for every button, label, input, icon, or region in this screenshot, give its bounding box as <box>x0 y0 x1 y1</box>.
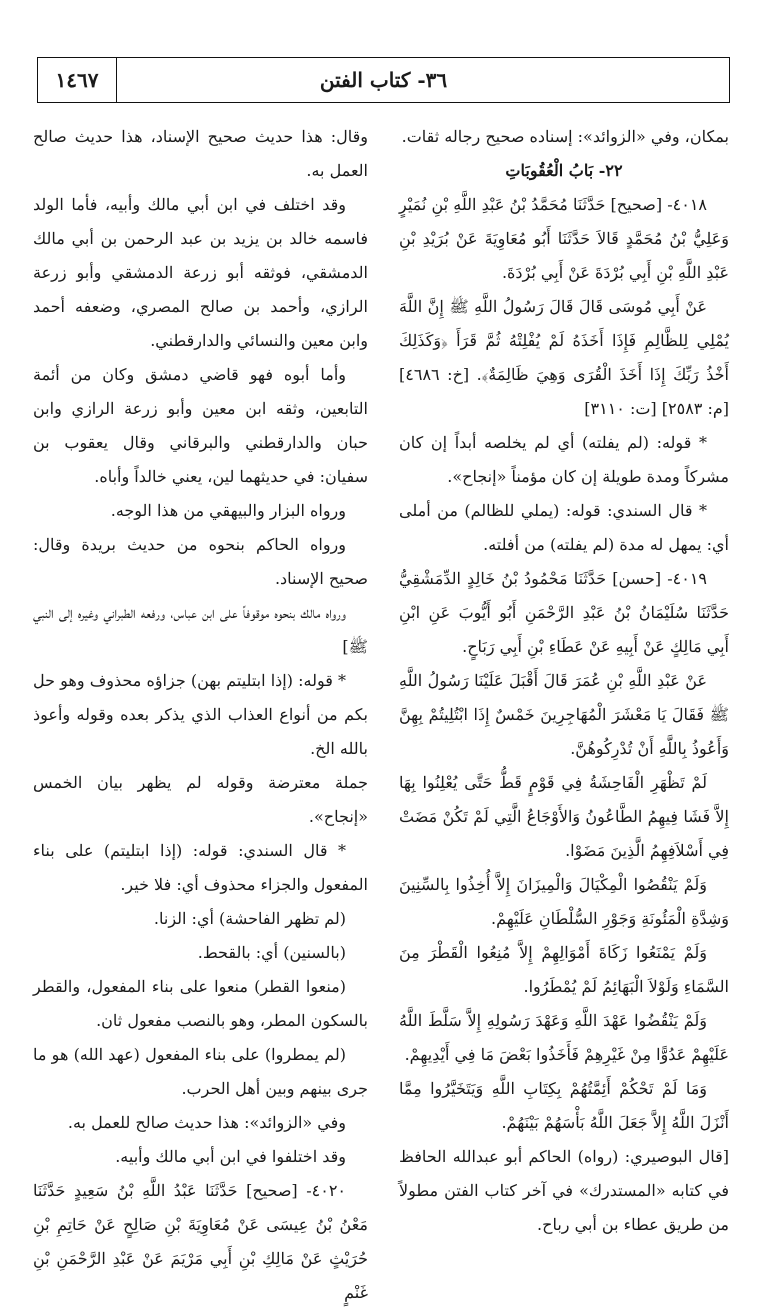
commentary: (منعوا القطر) منعوا على بناء المفعول، والقطر بالسكون المطر، وهو بالنصب مفعول ثان. <box>33 977 368 1030</box>
hadith-isnad: ٤٠٢٠- [صحيح] حَدَّثَنَا عَبْدُ اللَّهِ بْنُ سَعِيدٍ حَدَّثَنَا مَعْنُ بْنُ عِيسَى عَنْ مُعَاوِيَةَ بْنِ صَالِحٍ عَنْ حَاتِمِ بْنِ حُرَيْثٍ عَنْ مَالِكِ بْنِ أَبِي مَرْيَمَ عَنْ عَبْدِ الرَّحْمَنِ بْنِ غَنْمٍ <box>33 1181 368 1302</box>
hadith-text: عَنْ عَبْدِ اللَّهِ بْنِ عُمَرَ قَالَ أَقْبَلَ عَلَيْنَا رَسُولُ اللَّهِ ﷺ فَقَالَ يَا مَعْشَرَ الْمُهَاجِرِينَ خَمْسٌ إِذَا ابْتُلِيتُمْ بِهِنَّ وَأَعُوذُ بِاللَّهِ أَنْ تُدْرِكُوهُنَّ. <box>399 671 729 758</box>
commentary: * قال السندي: قوله: (يملي للظالم) من أملى أي: يمهل له مدة (لم يفلته) من أفلته. <box>399 501 729 554</box>
commentary: وأما أبوه فهو قاضي دمشق وكان من أئمة التابعين، وثقه ابن معين وأبو زرعة الرازي وابن حبان والدارقطني والبرقاني وقال يعقوب بن سفيان: في حديثهما لين، يعني خالداً وأباه. <box>33 365 368 486</box>
commentary: وقد اختلف في ابن أبي مالك وأبيه، فأما الولد فاسمه خالد بن يزيد بن عبد الرحمن بن أبي مالك الدمشقي، فوثقه أبو زرعة الدمشقي وأبو زرعة الرازي، وأحمد بن صالح المصري، وضعفه أحمد وابن معين والنسائي والدارقطني. <box>33 195 368 350</box>
hadith-text: وَلَمْ يَنْقُصُوا الْمِكْيَالَ وَالْمِيزَانَ إِلاَّ أُخِذُوا بِالسِّنِينَ وَشِدَّةِ الْمَئُونَةِ وَجَوْرِ السُّلْطَانِ عَلَيْهِمْ. <box>399 875 729 928</box>
commentary: (لم يمطروا) على بناء المفعول (عهد الله) هو ما جرى بينهم وبين أهل الحرب. <box>33 1045 368 1098</box>
hadith-text: وَلَمْ يَنْقُضُوا عَهْدَ اللَّهِ وَعَهْدَ رَسُولِهِ إِلاَّ سَلَّطَ اللَّهُ عَلَيْهِمْ عَدُوًّا مِنْ غَيْرِهِمْ فَأَخَذُوا بَعْضَ مَا فِي أَيْدِيهِمْ. <box>399 1011 729 1064</box>
commentary: ورواه مالك بنحوه موقوفاً على ابن عباس، ورفعه الطبراني وغيره إلى النبي ﷺ] <box>33 603 368 656</box>
hadith-isnad: ٤٠١٩- [حسن] حَدَّثَنَا مَحْمُودُ بْنُ خَالِدٍ الدِّمَشْقِيُّ حَدَّثَنَا سُلَيْمَانُ بْنُ عَبْدِ الرَّحْمَنِ أَبُو أَيُّوبَ عَنِ ابْنِ أَبِي مَالِكٍ عَنْ أَبِيهِ عَنْ عَطَاءِ بْنِ أَبِي رَبَاحٍ. <box>399 569 729 656</box>
page-number: ١٤٦٧ <box>38 58 117 102</box>
commentary: [قال البوصيري: (رواه) الحاكم أبو عبدالله الحافظ في كتابه «المستدرك» في آخر كتاب الفتن مطولاً من طريق عطاء بن أبي رباح. <box>399 1147 729 1234</box>
right-column <box>399 120 729 1242</box>
hadith-text: عَنْ أَبِي مُوسَى قَالَ قَالَ رَسُولُ اللَّهِ ﷺ إِنَّ اللَّهَ يُمْلِي لِلظَّالِمِ فَإِذَا أَخَذَهُ لَمْ يُفْلِتْهُ ثُمَّ قَرَأَ ﴿وَكَذَلِكَ أَخْذُ رَبِّكَ إِذَا أَخَذَ الْقُرَى وَهِيَ ظَالِمَةٌ﴾. [خ: ٤٦٨٦] [م: ٢٥٨٣] [ت: ٣١١٠] <box>399 297 729 418</box>
chapter-title: ٣٦- كتاب الفتن <box>319 68 448 92</box>
commentary: * قوله: (إذا ابتليتم بهن) جزاؤه محذوف وهو حل بكم من أنواع العذاب الذي يذكر بعده وقوله وأعوذ بالله الخ. <box>33 671 368 758</box>
commentary: (بالسنين) أي: بالقحط. <box>197 943 346 962</box>
commentary: ورواه البزار والبيهقي من هذا الوجه. <box>110 501 346 520</box>
hadith-text: لَمْ تَظْهَرِ الْفَاحِشَةُ فِي قَوْمٍ قَطُّ حَتَّى يُعْلِنُوا بِهَا إِلاَّ فَشَا فِيهِمُ الطَّاعُونُ وَالأَوْجَاعُ الَّتِي لَمْ تَكُنْ مَضَتْ فِي أَسْلاَفِهِمُ الَّذِينَ مَضَوْا. <box>399 773 729 860</box>
commentary: * قوله: (لم يفلته) أي لم يخلصه أبداً إن كان مشركاً ومدة طويلة إن كان مؤمناً «إنجاح». <box>399 433 729 486</box>
commentary: جملة معترضة وقوله لم يظهر بيان الخمس «إنجاح». <box>33 773 368 826</box>
commentary: ورواه الحاكم بنحوه من حديث بريدة وقال: صحيح الإسناد. <box>33 535 368 588</box>
hadith-isnad: ٤٠١٨- [صحيح] حَدَّثَنَا مُحَمَّدُ بْنُ عَبْدِ اللَّهِ بْنِ نُمَيْرٍ وَعَلِيُّ بْنُ مُحَمَّدٍ قَالاَ حَدَّثَنَا أَبُو مُعَاوِيَةَ عَنْ بُرَيْدِ بْنِ عَبْدِ اللَّهِ بْنِ أَبِي بُرْدَةَ عَنْ أَبِي بُرْدَةَ. <box>399 195 729 282</box>
commentary: * قال السندي: قوله: (إذا ابتليتم) على بناء المفعول والجزاء محذوف أي: فلا خير. <box>33 841 368 894</box>
section-heading: ٢٢- بَابُ الْعُقُوبَاتِ <box>505 161 623 180</box>
page-header <box>37 57 730 103</box>
commentary: وفي «الزوائد»: هذا حديث صالح للعمل به. <box>67 1113 346 1132</box>
hadith-text: وَلَمْ يَمْنَعُوا زَكَاةَ أَمْوَالِهِمْ إِلاَّ مُنِعُوا الْقَطْرَ مِنَ السَّمَاءِ وَلَوْلاَ الْبَهَائِمُ لَمْ يُمْطَرُوا. <box>399 943 729 996</box>
commentary: وقال: هذا حديث صحيح الإسناد، هذا حديث صالح العمل به. <box>33 127 368 180</box>
left-column <box>33 120 368 1310</box>
commentary: وقد اختلفوا في ابن أبي مالك وأبيه. <box>115 1147 346 1166</box>
hadith-text: وَمَا لَمْ تَحْكُمْ أَئِمَّتُهُمْ بِكِتَابِ اللَّهِ وَيَتَخَيَّرُوا مِمَّا أَنْزَلَ اللَّهُ إِلاَّ جَعَلَ اللَّهُ بَأْسَهُمْ بَيْنَهُمْ. <box>399 1079 729 1132</box>
commentary: (لم تظهر الفاحشة) أي: الزنا. <box>153 909 346 928</box>
paragraph: بمكان، وفي «الزوائد»: إسناده صحيح رجاله ثقات. <box>401 127 729 146</box>
